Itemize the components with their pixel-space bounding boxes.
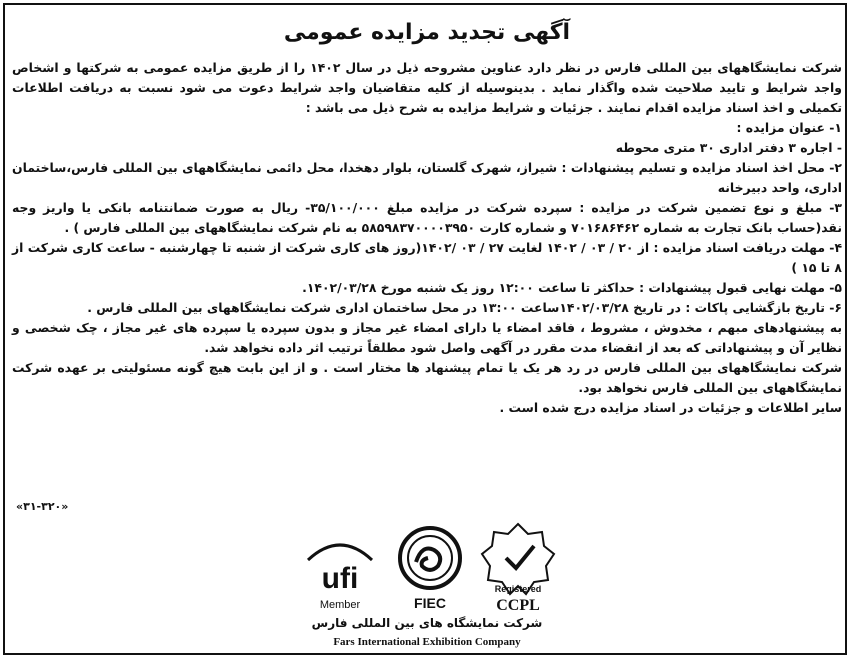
logo-row (300, 520, 560, 620)
ufi-logo-caption: Member (319, 599, 361, 611)
item-4-deadline: ۴- مهلت دریافت اسناد مزایده : از ۲۰ / ۰۳ / ۱۴۰۲ لغایت ۲۷ / ۰۳ /۱۴۰۲(روز های کاری شرکت از شنبه تا چهارشنبه - ساعت کاری شرکت از ۸ تا ۱۵ ) (12, 240, 843, 275)
fiec-caption: FIEC (414, 595, 446, 611)
ccpl-registered: Registered (494, 584, 542, 594)
fiec-emblem-icon (390, 520, 470, 616)
ad-title: آگهی تجدید مزایده عمومی (283, 20, 571, 45)
company-name-fa: شرکت نمایشگاه های بین المللی فارس (311, 616, 543, 630)
other-info-note: سایر اطلاعات و جزئیات در اسناد مزایده درج شده است . (499, 400, 842, 415)
rights-note: شرکت نمایشگاههای بین المللی فارس در رد هر یک یا تمام پیشنهاد ها مختار است . و از این بابت هیچ گونه مسئولیتی بر عهده شرکت نمایشگاههای بین المللی فارس نخواهد بود. (12, 360, 842, 395)
item-1-detail: - اجاره ۳ دفتر اداری ۳۰ متری محوطه (615, 140, 842, 155)
ref-code: «۳۱-۳۲۰» (16, 500, 69, 513)
company-name-en: Fars International Exhibition Company (333, 636, 521, 648)
ccpl-seal-icon (478, 520, 558, 616)
rejection-note: به پیشنهادهای مبهم ، مخدوش ، مشروط ، فاقد امضاء یا دارای امضاء غیر مجاز و بدون سپرده یا سپرده های غیر مجاز ، چک شخصی و نظایر آن و پیشنهاداتی که بعد از انقضاء مدت مقرر در آگهی واصل شود مطلقاً ترتیب اثر داده نخواهد شد. (12, 320, 842, 355)
ad-body (12, 58, 842, 418)
item-2-location: ۲- محل اخذ اسناد مزایده و تسلیم پیشنهادات : شیراز، شهرک گلستان، بلوار دهخدا، محل دائمی نمایشگاههای بین المللی فارس،ساختمان اداری، واحد دبیرخانه (12, 160, 842, 195)
item-5-final-deadline: ۵- مهلت نهایی قبول پیشنهادات : حداکثر تا ساعت ۱۲:۰۰ روز یک شنبه مورخ ۱۴۰۲/۰۳/۲۸. (302, 280, 842, 295)
ufi-logo-text: ufi (321, 562, 359, 595)
intro-paragraph: شرکت نمایشگاههای بین المللی فارس در نظر دارد عناوین مشروحه ذیل در سال ۱۴۰۲ را از طریق مزایده عمومی به شرکتها و اشخاص واجد شرایط و تایید صلاحیت شده واگذار نماید . بدینوسیله از کلیه متقاضیان واجد شرایط دعوت می شود نسبت به دریافت اطلاعات تکمیلی و اخذ اسناد مزایده اقدام نمایند . جزئیات و شرایط مزایده به شرح ذیل می باشد : (12, 60, 842, 115)
item-3-deposit: ۳- مبلغ و نوع تضمین شرکت در مزایده : سپرده شرکت در مزایده مبلغ ۳۵/۱۰۰/۰۰۰- ریال به صورت ضمانتنامه بانکی یا واریز وجه نقد(حساب بانک تجارت به شماره ۷۰۱۶۸۶۴۶۲ و شماره کارت ۵۸۵۹۸۳۷۰۰۰۰۳۹۵۰ به نام شرکت نمایشگاههای بین المللی فارس ) . (12, 200, 842, 235)
ufi-logo-icon (300, 520, 380, 616)
ccpl-text: CCPL (496, 597, 540, 614)
item-1-heading: ۱- عنوان مزایده : (736, 120, 842, 135)
item-6-opening: ۶- تاریخ بازگشایی پاکات : در تاریخ ۱۴۰۲/۰۳/۲۸ساعت ۱۳:۰۰ در محل ساختمان اداری شرکت نمایشگاههای بین المللی فارس . (87, 300, 842, 315)
